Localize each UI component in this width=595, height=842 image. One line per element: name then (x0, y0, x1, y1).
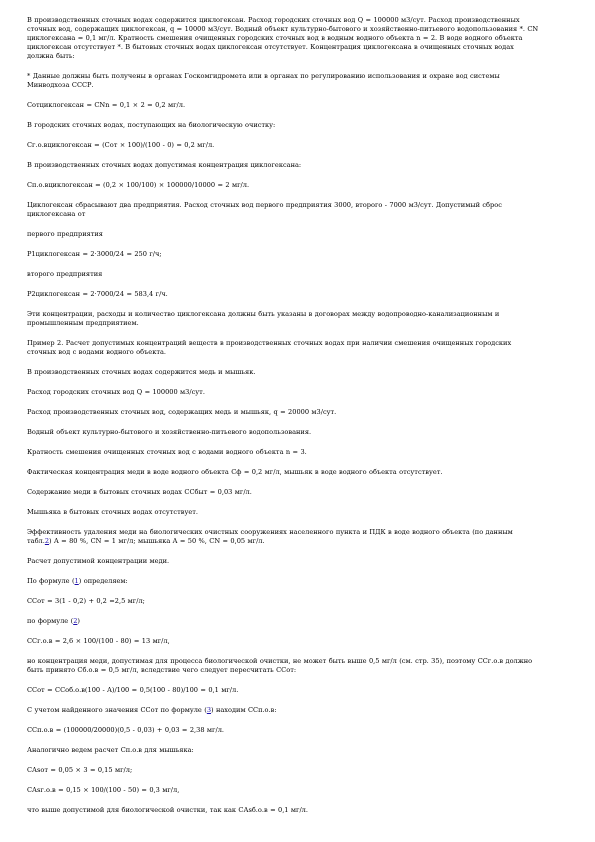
formula-reference-link[interactable]: 3 (206, 706, 212, 714)
formula-line: ССот = 3(1 - 0,2) + 0,2 =2,5 мг/л; (27, 597, 145, 605)
paragraph (27, 706, 539, 715)
paragraph: Аналогично ведем расчет Сп.о.в для мышьяка: (27, 746, 194, 754)
text-span: ) находим ССп.о.в: (211, 706, 277, 714)
text-span: По формуле ( (27, 577, 75, 585)
footnote-paragraph: * Данные должны быть получены в органах Госкомгидромета или в органах по регулированию использования и охране вод системы Минводхоза СССР. (27, 72, 500, 89)
formula-line: САsот = 0,05 × 3 = 0,15 мг/л; (27, 766, 133, 774)
example-heading-paragraph: Пример 2. Расчет допустимых концентраций веществ в производственных сточных водах при наличии смешения очищенных городских сточных вод с водами водного объекта. (27, 339, 512, 356)
formula-line: Сотциклогексан = CNn = 0,1 × 2 = 0,2 мг/л. (27, 101, 186, 109)
paragraph: Мышьяка в бытовых сточных водах отсутствует. (27, 508, 198, 516)
paragraph: второго предприятия (27, 270, 103, 278)
formula-line: ССп.о.в = (100000/20000)(0,5 - 0,03) + 0,03 = 2,38 мг/л. (27, 726, 225, 734)
paragraph: Расход производственных сточных вод, содержащих медь и мышьяк, q = 20000 м3/сут. (27, 408, 337, 416)
formula-line: САsг.о.в = 0,15 × 100/(100 - 50) = 0,3 мг/л, (27, 786, 180, 794)
text-span: по формуле ( (27, 617, 74, 625)
table-reference-link[interactable]: 2 (44, 537, 50, 545)
paragraph: В производственных сточных водах допустимая концентрация циклогексана: (27, 161, 302, 169)
formula-line: ССг.о.в = 2,6 × 100/(100 - 80) = 13 мг/л, (27, 637, 170, 645)
paragraph: первого предприятия (27, 230, 103, 238)
formula-line: Сп.о.вциклогексан = (0,2 × 100/100) × 100000/10000 = 2 мг/л. (27, 181, 250, 189)
paragraph (27, 617, 539, 626)
paragraph: Циклогексан сбрасывают два предприятия. Расход сточных вод первого предприятия 3000, второго - 7000 м3/сут. Допустимый сброс циклогексана от (27, 201, 502, 218)
text-span: Эффективность удаления меди на биологических очистных сооружениях населенного пункта и ПДК в воде водного объекта (по данным табл. (27, 528, 513, 545)
text-span: С учетом найденного значения ССот по формуле ( (27, 706, 207, 714)
paragraph: Расход городских сточных вод Q = 100000 м3/сут. (27, 388, 205, 396)
formula-reference-link[interactable]: 2 (73, 617, 78, 625)
paragraph: но концентрация меди, допустимая для процесса биологической очистки, не может быть выше 0,5 мг/л (см. стр. 35), поэтому ССг.о.в должно быть принято Сб.о.в = 0,5 мг/л, вследствие чего следует пересчитать ССот: (27, 657, 533, 674)
paragraph (27, 577, 539, 586)
paragraph: Содержание меди в бытовых сточных водах ССбыт = 0,03 мг/л. (27, 488, 252, 496)
paragraph: Расчет допустимой концентрации меди. (27, 557, 170, 565)
text-span: ) A = 80 %, CN = 1 мг/л; мышьяка A = 50 %, CN = 0,05 мг/л. (49, 537, 265, 545)
paragraph: что выше допустимой для биологической очистки, так как САsб.о.в = 0,1 мг/л. (27, 806, 308, 814)
paragraph: Эти концентрации, расходы и количество циклогексана должны быть указаны в договорах между водопроводно-канализационным и промышленным предприятием. (27, 310, 500, 327)
paragraph: В городских сточных водах, поступающих на биологическую очистку: (27, 121, 276, 129)
paragraph: В производственных сточных водах содержится медь и мышьяк. (27, 368, 256, 376)
formula-line: ССот = ССоб.о.в(100 - A)/100 = 0,5(100 - 80)/100 = 0,1 мг/л. (27, 686, 239, 694)
formula-line: P2циклогексан = 2·7000/24 = 583,4 г/ч. (27, 290, 168, 298)
paragraph-1: В производственных сточных водах содержится циклогексан. Расход городских сточных вод Q = 100000 м3/сут. Расход производственных сточных вод, содержащих циклогексан, q = 10000 м3/сут. Водный объект культурно-бытового и хозяйственно-питьевого водопользования *. CN циклогексана = 0,1 мг/л. Кратность смешения очищенных городских сточных вод в водным водного объекта n = 2. В воде водного объекта циклогексан отсутствует *. В бытовых сточных водах циклогексан отсутствует. Концентрация циклогексана в очищенных сточных водах должна быть: (27, 16, 539, 60)
paragraph: Водный объект культурно-бытового и хозяйственно-питьевого водопользования. (27, 428, 312, 436)
formula-line: Сг.о.вциклогексан = (Сот × 100)/(100 - 0) = 0,2 мг/л. (27, 141, 215, 149)
text-span: ) определяем: (78, 577, 128, 585)
formula-reference-link[interactable]: 1 (74, 577, 79, 585)
formula-line: P1циклогексан = 2·3000/24 = 250 г/ч; (27, 250, 162, 258)
paragraph (27, 528, 539, 546)
paragraph: Фактическая концентрация меди в воде водного объекта Сф = 0,2 мг/л, мышьяк в воде водного объекта отсутствует. (27, 468, 443, 476)
paragraph: Кратность смешения очищенных сточных вод с водами водного объекта n = 3. (27, 448, 307, 456)
text-span: ) (77, 617, 80, 625)
